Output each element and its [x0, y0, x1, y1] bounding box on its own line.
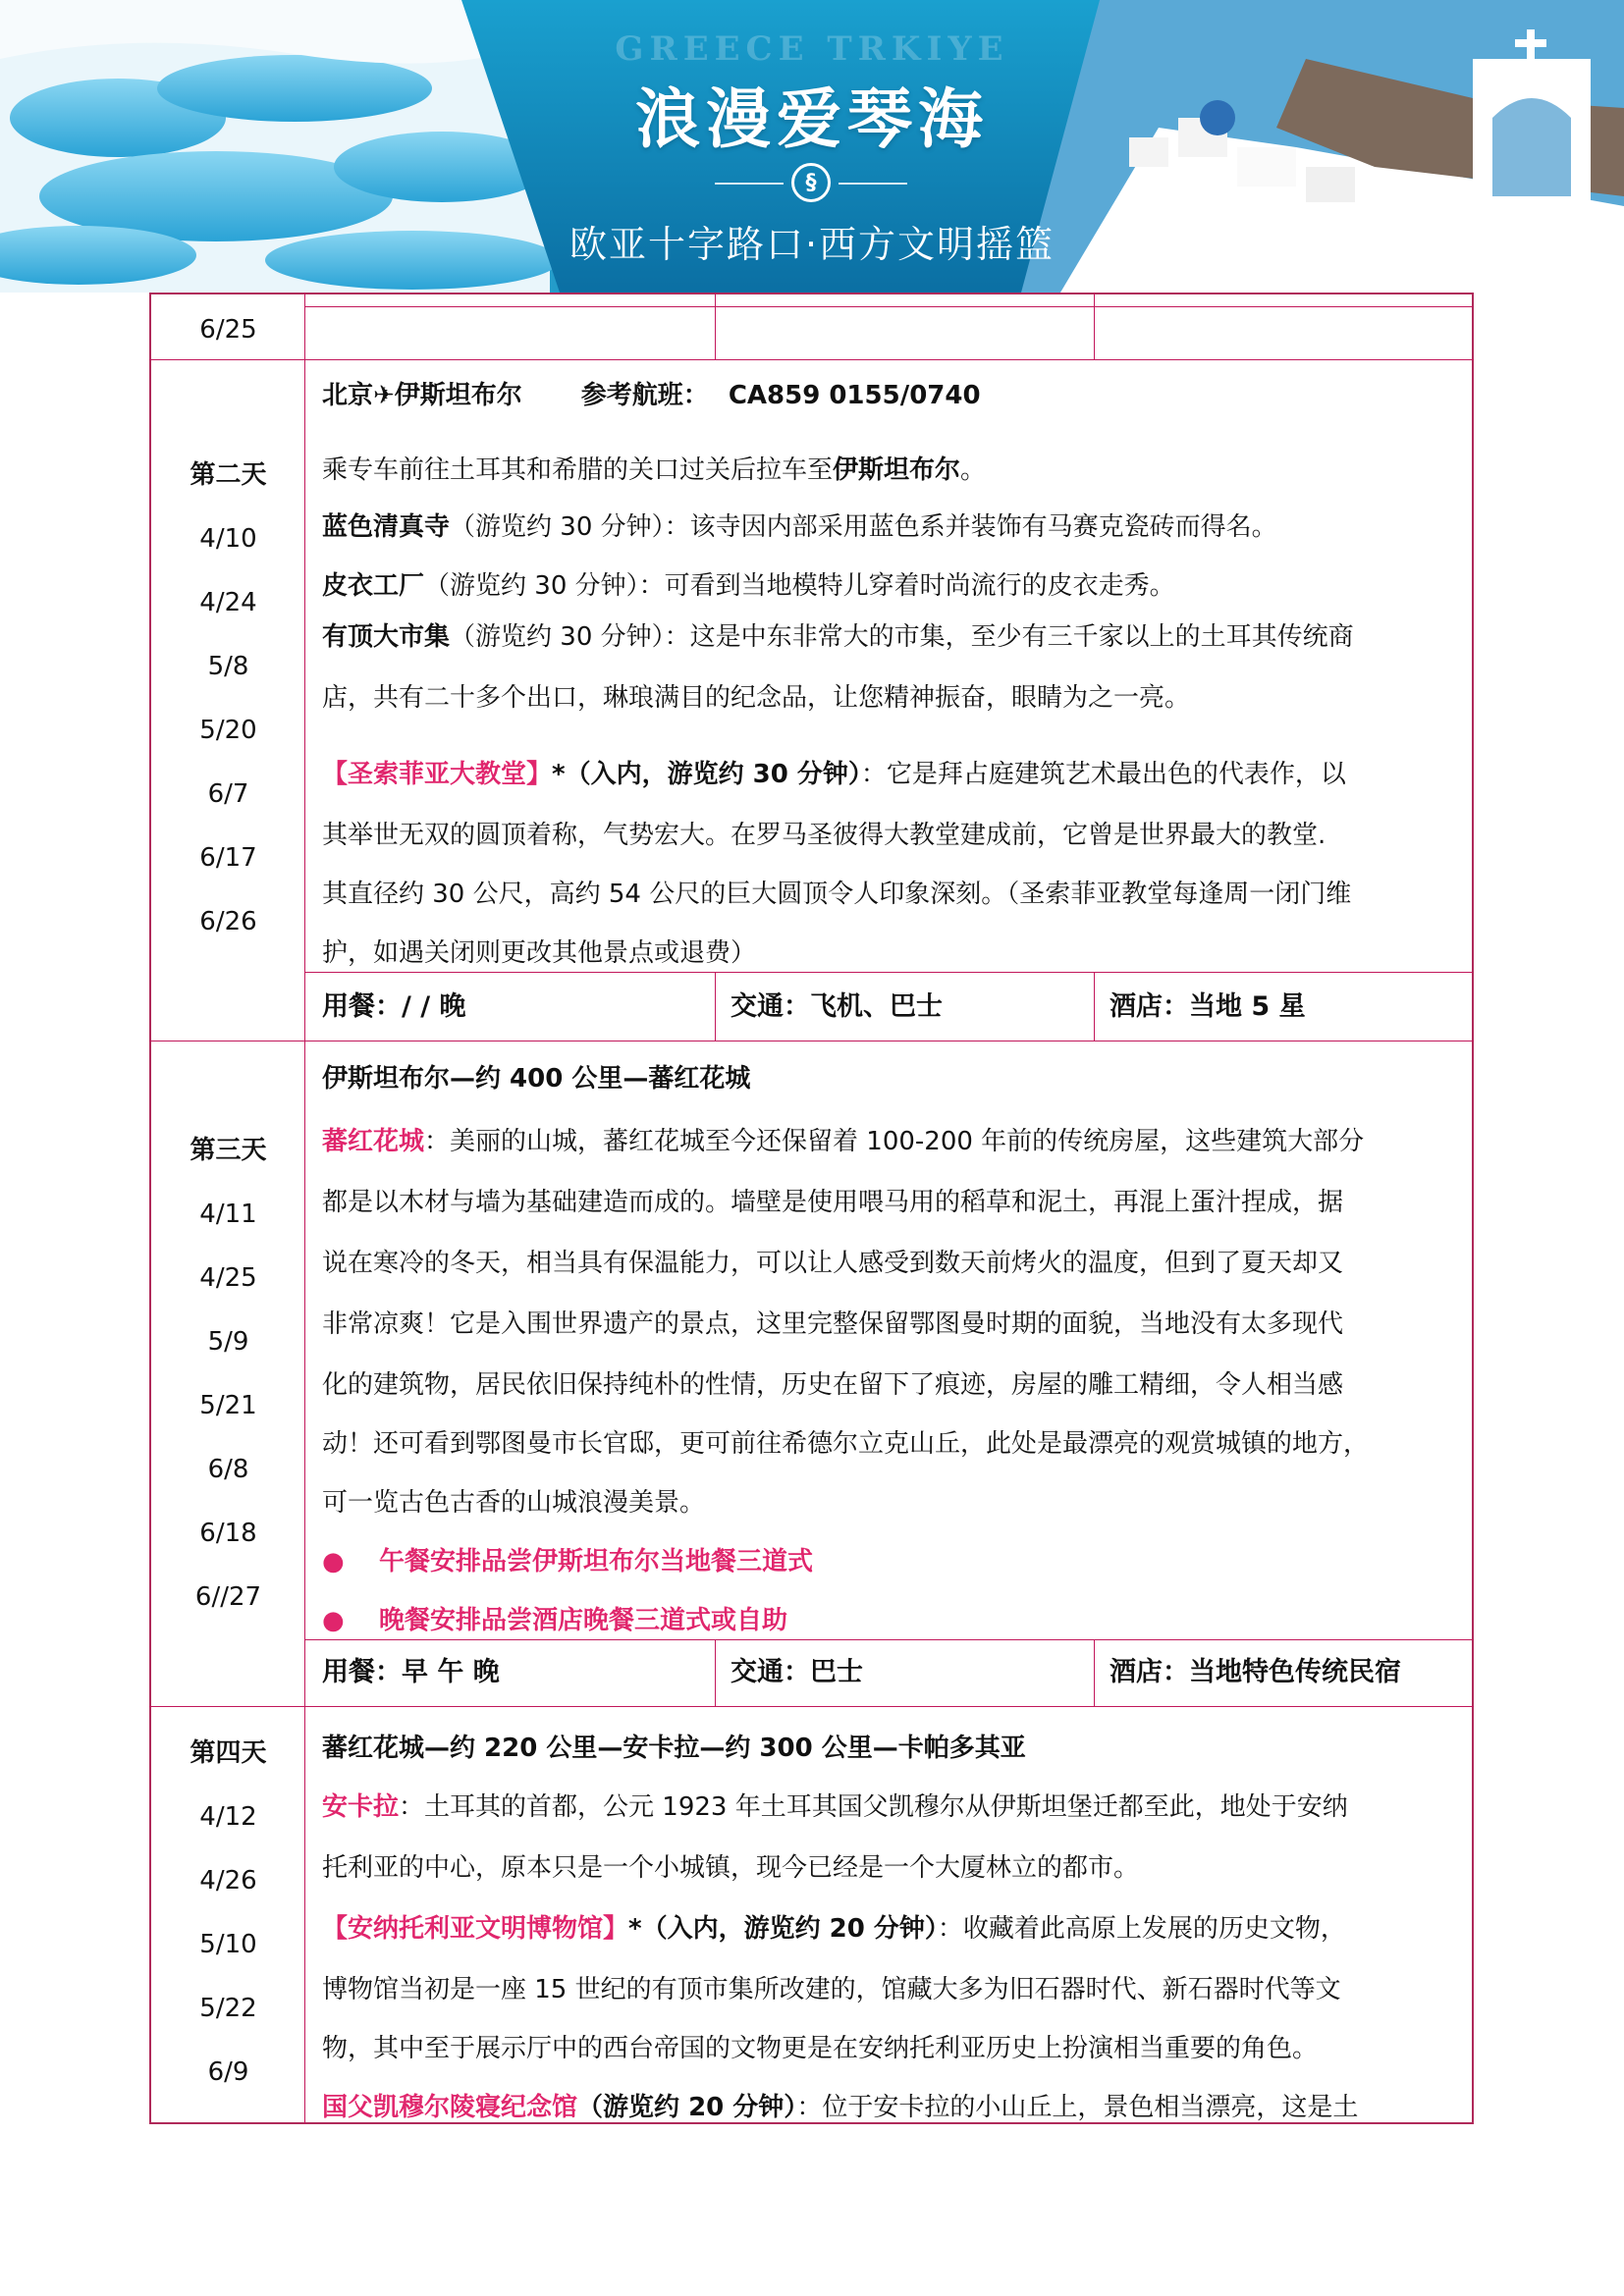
day4-date: 5/22	[199, 1994, 257, 2023]
day3-line: 化的建筑物，居民依旧保持纯朴的性情，历史在留下了痕迹，房屋的雕工精细，令人相当感	[322, 1370, 1344, 1400]
day2-hagia-sophia	[322, 744, 1467, 805]
day2-hagia-sophia-cont: 其举世无双的圆顶着称，气势宏大。在罗马圣彼得大教堂建成前，它曾是世界最大的教堂.	[322, 821, 1326, 850]
text-span: （游览约 30 分钟）：该寺因内部采用蓝色系并装饰有马赛克瓷砖而得名。	[450, 512, 1277, 542]
day4-date-column	[152, 1722, 304, 2105]
day4-route: 蕃红花城—约 220 公里—安卡拉—约 300 公里—卡帕多其亚	[322, 1734, 1026, 1763]
text-span: 安卡拉	[322, 1792, 400, 1822]
day3-date: 4/25	[199, 1263, 257, 1293]
day2-date: 6/26	[199, 907, 257, 936]
row-divider	[149, 1706, 1474, 1707]
swirl-logo-icon: §	[791, 163, 831, 202]
day3-line: 可一览古色古香的山城浪漫美景。	[322, 1488, 706, 1518]
text-span: ：土耳其的首都，公元 1923 年土耳其国父凯穆尔从伊斯坦堡迁都至此，地处于安纳	[399, 1792, 1348, 1822]
day3-date-column	[152, 1119, 304, 1629]
banner-title: 浪漫爱琴海	[635, 81, 989, 157]
banner-divider-left	[715, 183, 784, 185]
day2-route: 北京✈伊斯坦布尔	[322, 381, 522, 410]
day4-mausoleum	[322, 2077, 1467, 2138]
day4-museum	[322, 1898, 1467, 1959]
header-banner	[0, 0, 1624, 293]
day3-label: 第三天	[189, 1136, 267, 1165]
day2-hagia-sophia-cont: 其直径约 30 公尺，高约 54 公尺的巨大圆顶令人印象深刻。（圣索菲亚教堂每逢周一闭门维	[322, 880, 1352, 909]
day2-hotel: 酒店：当地 5 星	[1110, 991, 1306, 1022]
banner-divider-right	[839, 183, 907, 185]
day2-date: 5/8	[207, 652, 249, 681]
text-span: 。	[960, 455, 987, 485]
row0-date: 6/25	[199, 315, 257, 345]
text-span: 蓝色清真寺	[322, 512, 451, 542]
day2-date-column	[152, 444, 304, 954]
text-span: ：它是拜占庭建筑艺术最出色的代表作，以	[860, 760, 1346, 789]
day2-date: 6/17	[199, 843, 257, 873]
day3-bullet-lunch	[322, 1531, 1467, 1592]
day3-route: 伊斯坦布尔—约 400 公里—蕃红花城	[322, 1064, 751, 1094]
day2-flight-label: 参考航班：	[580, 381, 709, 410]
text-span: 晚餐安排品尝酒店晚餐三道式或自助	[379, 1606, 788, 1635]
day2-route-line	[322, 365, 1467, 426]
day2-hagia-sophia-cont: 护，如遇关闭则更改其他景点或退费）	[322, 938, 757, 968]
text-span: 皮衣工厂	[322, 571, 425, 601]
day2-blue-mosque	[322, 497, 1467, 558]
row-divider	[149, 359, 1474, 360]
day3-line	[322, 1111, 1467, 1172]
text-span: 蕃红花城	[322, 1127, 425, 1156]
text-span: ：位于安卡拉的小山丘上，景色相当漂亮，这是土	[796, 2093, 1359, 2122]
text-span: 伊斯坦布尔	[833, 455, 961, 485]
text-span: （游览约 30 分钟）：这是中东非常大的市集，至少有三千家以上的土耳其传统商	[450, 622, 1354, 652]
day4-date: 5/10	[199, 1930, 257, 1959]
cell-divider	[1094, 293, 1095, 359]
day4-date: 4/26	[199, 1866, 257, 1896]
text-span: ：收藏着此高原上发展的历史文物，	[937, 1914, 1346, 1944]
bullet-icon: ●	[322, 1606, 345, 1635]
day3-line: 说在寒冷的冬天，相当具有保温能力，可以让人感受到数天前烤火的温度，但到了夏天却又	[322, 1249, 1344, 1278]
day3-date: 5/21	[199, 1391, 257, 1420]
day3-date: 6//27	[194, 1582, 262, 1612]
text-span: （游览约 20 分钟）	[577, 2093, 797, 2122]
day4-ankara	[322, 1777, 1467, 1838]
text-span: 有顶大市集	[322, 622, 451, 652]
day2-paragraph-1	[322, 440, 1467, 501]
day3-date: 5/9	[207, 1327, 249, 1357]
day2-date: 5/20	[199, 716, 257, 745]
day4-label: 第四天	[189, 1738, 267, 1768]
day3-transport: 交通：巴士	[731, 1657, 863, 1687]
day2-date: 4/10	[199, 524, 257, 554]
text-span: *（入内，游览约 20 分钟）	[628, 1914, 938, 1944]
day2-grand-bazaar	[322, 607, 1467, 667]
day4-museum-cont: 物，其中至于展示厅中的西台帝国的文物更是在安纳托利亚历史上扮演相当重要的角色。	[322, 2034, 1319, 2063]
cell-divider	[715, 293, 716, 359]
date-column-divider	[304, 293, 305, 2124]
day2-meals: 用餐：/ / 晚	[322, 991, 466, 1022]
day3-meals: 用餐：早 午 晚	[322, 1657, 500, 1687]
text-span: *（入内，游览约 30 分钟）	[552, 760, 861, 789]
banner-watermark: GREECE TRKIYE	[615, 29, 1009, 69]
day2-date: 6/7	[207, 779, 249, 809]
day2-label: 第二天	[189, 460, 267, 490]
text-span: 国父凯穆尔陵寝纪念馆	[322, 2093, 578, 2122]
day3-line: 都是以木材与墙为基础建造而成的。墙壁是使用喂马用的稻草和泥土，再混上蛋汁捏成，据	[322, 1188, 1344, 1217]
day3-date: 4/11	[199, 1200, 257, 1229]
bullet-icon: ●	[322, 1547, 345, 1576]
text-span: 【圣索菲亚大教堂】	[322, 760, 553, 789]
day4-date: 4/12	[199, 1802, 257, 1832]
day2-transport: 交通：飞机、巴士	[731, 991, 943, 1022]
day4-ankara-cont: 托利亚的中心，原本只是一个小城镇，现今已经是一个大厦林立的都市。	[322, 1853, 1140, 1883]
day3-date: 6/8	[207, 1455, 249, 1484]
day3-line: 动！还可看到鄂图曼市长官邸，更可前往希德尔立克山丘，此处是最漂亮的观赏城镇的地方，	[322, 1429, 1370, 1459]
text-span: 乘专车前往土耳其和希腊的关口过关后拉车至	[322, 455, 834, 485]
day3-line: 非常凉爽！它是入围世界遗产的景点，这里完整保留鄂图曼时期的面貌，当地没有太多现代	[322, 1309, 1344, 1339]
row-divider	[304, 306, 1473, 307]
day2-flight: CA859 0155/0740	[728, 381, 981, 410]
text-span: （游览约 30 分钟）：可看到当地模特儿穿着时尚流行的皮衣走秀。	[424, 571, 1175, 601]
day2-grand-bazaar-cont: 店，共有二十多个出口，琳琅满目的纪念品，让您精神振奋，眼睛为之一亮。	[322, 683, 1191, 713]
day3-hotel: 酒店：当地特色传统民宿	[1110, 1657, 1401, 1687]
day3-date: 6/18	[199, 1519, 257, 1548]
text-span: ：美丽的山城，蕃红花城至今还保留着 100-200 年前的传统房屋，这些建筑大部分	[424, 1127, 1365, 1156]
text-span: 午餐安排品尝伊斯坦布尔当地餐三道式	[379, 1547, 814, 1576]
banner-subtitle: 欧亚十字路口·西方文明摇篮	[568, 223, 1056, 266]
text-span: 【安纳托利亚文明博物馆】	[322, 1914, 629, 1944]
day4-museum-cont: 博物馆当初是一座 15 世纪的有顶市集所改建的，馆藏大多为旧石器时代、新石器时代等文	[322, 1975, 1341, 2004]
day4-date: 6/9	[207, 2057, 249, 2087]
day2-date: 4/24	[199, 588, 257, 617]
